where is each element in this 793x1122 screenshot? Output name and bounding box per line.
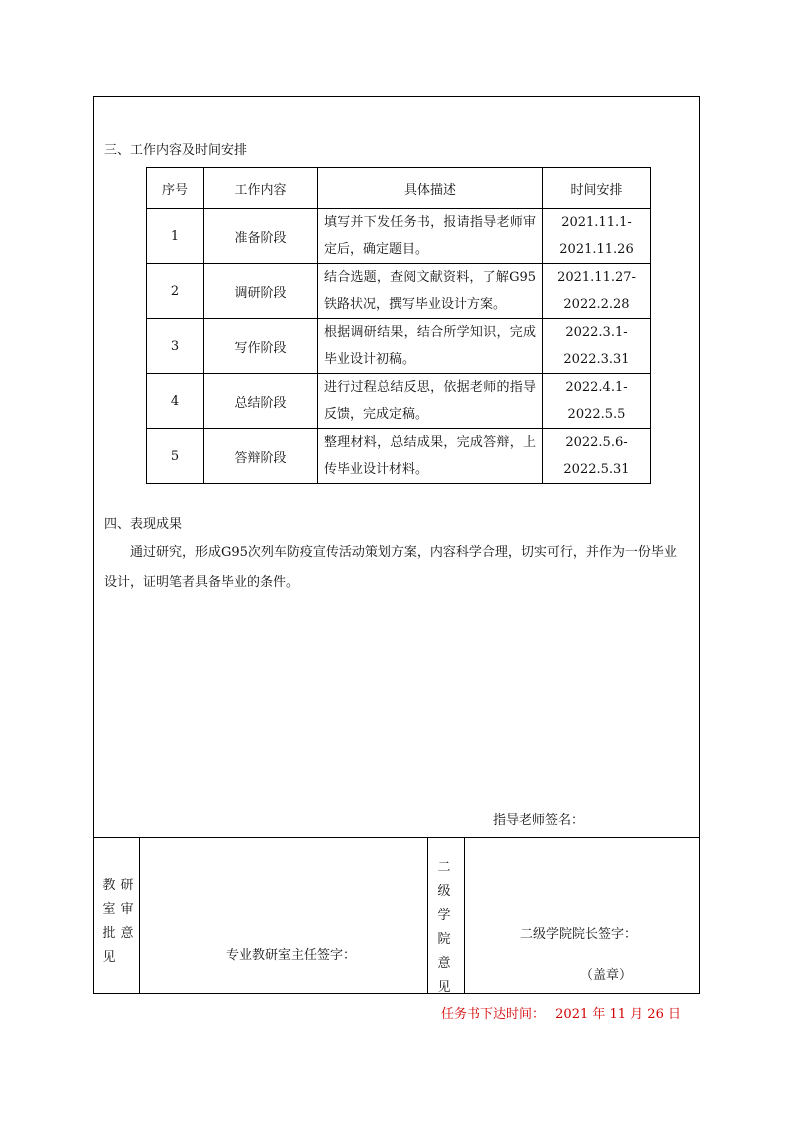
time-start: 2022.5.6- (565, 435, 628, 450)
row-phase: 写作阶段 (204, 319, 318, 374)
approval-row (94, 837, 699, 994)
table-row (147, 264, 651, 319)
table-row (147, 429, 651, 484)
row-phase: 准备阶段 (204, 209, 318, 264)
row-time (543, 209, 651, 264)
time-end: 2021.11.26 (559, 242, 634, 257)
advisor-signature-label: 指导老师签名： (493, 813, 585, 828)
row-no: 1 (147, 209, 204, 264)
divider (139, 838, 140, 994)
section-3-title: 三、工作内容及时间安排 (104, 143, 248, 158)
row-no: 2 (147, 264, 204, 319)
work-schedule-table (146, 167, 651, 484)
row-time (543, 429, 651, 484)
section-4-body: 通过研究，形成G95次列车防疫宣传活动策划方案，内容科学合理，切实可行，并作为一份毕业设计，证明笔者具备毕业的条件。 (104, 545, 677, 590)
row-no: 5 (147, 429, 204, 484)
row-desc: 结合选题，查阅文献资料，了解G95铁路状况，撰写毕业设计方案。 (318, 264, 543, 319)
row-phase: 答辩阶段 (204, 429, 318, 484)
time-end: 2022.2.28 (563, 297, 630, 312)
office-opinion-label-col1: 教 室 批 见 (102, 878, 116, 965)
row-desc: 根据调研结果，结合所学知识，完成毕业设计初稿。 (318, 319, 543, 374)
row-time (543, 374, 651, 429)
row-desc: 填写并下发任务书，报请指导老师审定后，确定题目。 (318, 209, 543, 264)
row-desc: 整理材料，总结成果，完成答辩，上传毕业设计材料。 (318, 429, 543, 484)
row-desc: 进行过程总结反思，依据老师的指导反馈，完成定稿。 (318, 374, 543, 429)
time-end: 2022.3.31 (563, 352, 630, 367)
row-time (543, 319, 651, 374)
director-signature-label: 专业教研室主任签字： (226, 948, 357, 963)
row-no: 3 (147, 319, 204, 374)
table-row (147, 319, 651, 374)
header-time: 时间安排 (543, 168, 651, 209)
time-end: 2022.5.5 (567, 407, 626, 422)
header-desc: 具体描述 (318, 168, 543, 209)
divider (464, 838, 465, 994)
time-start: 2021.11.27- (557, 270, 636, 285)
time-start: 2021.11.1- (561, 215, 632, 230)
header-phase: 工作内容 (204, 168, 318, 209)
form-frame (93, 96, 700, 994)
table-header-row (147, 168, 651, 209)
divider (427, 838, 428, 994)
college-opinion-label: 二 级 学 院 意 见 (437, 860, 451, 995)
table-row (147, 374, 651, 429)
time-start: 2022.4.1- (565, 380, 628, 395)
issue-date (441, 1003, 681, 1022)
issue-date-label: 任务书下达时间： (441, 1007, 546, 1022)
office-opinion-label-col2: 研 审 意 (120, 878, 134, 941)
row-phase: 调研阶段 (204, 264, 318, 319)
row-time (543, 264, 651, 319)
seal-label: （盖章） (580, 968, 633, 983)
header-no: 序号 (147, 168, 204, 209)
section-4-title: 四、表现成果 (104, 517, 183, 532)
issue-date-value: 2021 年 11 月 26 日 (555, 1007, 681, 1022)
time-end: 2022.5.31 (563, 462, 630, 477)
time-start: 2022.3.1- (565, 325, 628, 340)
dean-signature-label: 二级学院院长签字： (520, 927, 638, 942)
row-phase: 总结阶段 (204, 374, 318, 429)
row-no: 4 (147, 374, 204, 429)
table-row (147, 209, 651, 264)
